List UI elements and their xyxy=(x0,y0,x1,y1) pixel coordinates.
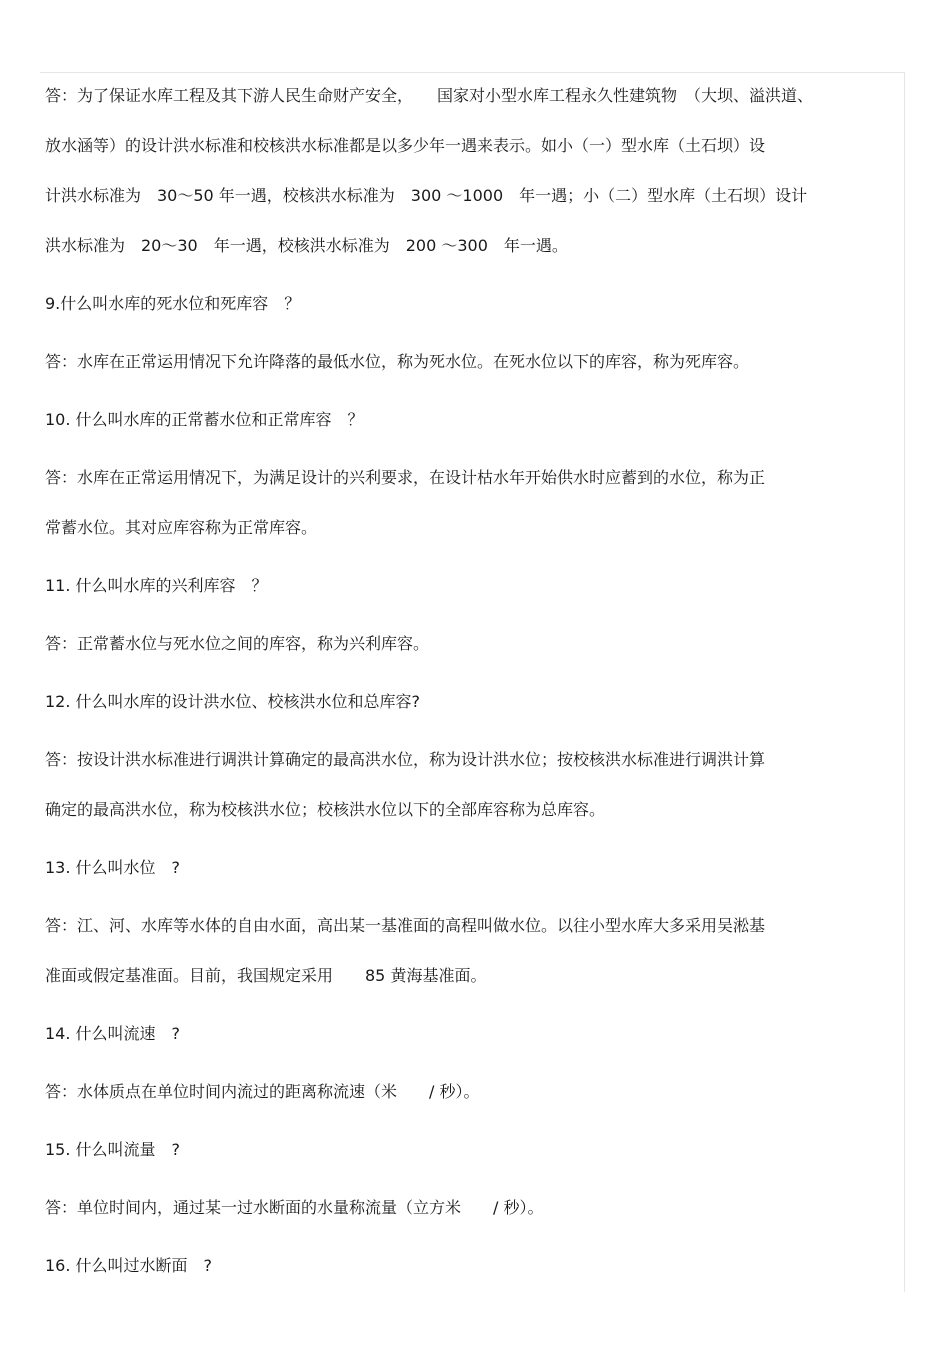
page-top-border xyxy=(40,72,904,73)
question-14: 14. 什么叫流速 ? xyxy=(45,1024,181,1043)
answer-line: 计洪水标准为 30～50 年一遇，校核洪水标准为 300 ～1000 年一遇；小（二）型水库（土石坝）设计 xyxy=(45,186,808,205)
answer-13-line-2: 准面或假定基准面。目前，我国规定采用 85 黄海基准面。 xyxy=(45,966,487,985)
question-11: 11. 什么叫水库的兴利库容 ？ xyxy=(45,576,268,595)
answer-line: 答：为了保证水库工程及其下游人民生命财产安全， 国家对小型水库工程永久性建筑物 （大坝、溢洪道、 xyxy=(45,86,814,105)
answer-11: 答：正常蓄水位与死水位之间的库容，称为兴利库容。 xyxy=(45,634,430,653)
answer-line: 洪水标准为 20～30 年一遇，校核洪水标准为 200 ～300 年一遇。 xyxy=(45,236,568,255)
question-9: 9.什么叫水库的死水位和死库容 ？ xyxy=(45,294,301,313)
document-body xyxy=(45,80,905,1308)
question-16: 16. 什么叫过水断面 ? xyxy=(45,1256,213,1275)
answer-14: 答：水体质点在单位时间内流过的距离称流速（米 / 秒）。 xyxy=(45,1082,480,1101)
answer-line: 放水涵等）的设计洪水标准和校核洪水标准都是以多少年一遇来表示。如小（一）型水库（土石坝）设 xyxy=(45,136,766,155)
question-13: 13. 什么叫水位 ? xyxy=(45,858,181,877)
answer-9: 答：水库在正常运用情况下允许降落的最低水位，称为死水位。在死水位以下的库容，称为死库容。 xyxy=(45,352,750,371)
answer-12-line-1: 答：按设计洪水标准进行调洪计算确定的最高洪水位，称为设计洪水位；按校核洪水标准进行调洪计算 xyxy=(45,750,766,769)
answer-10-line-2: 常蓄水位。其对应库容称为正常库容。 xyxy=(45,518,318,537)
question-15: 15. 什么叫流量 ? xyxy=(45,1140,181,1159)
question-12: 12. 什么叫水库的设计洪水位、校核洪水位和总库容? xyxy=(45,692,421,711)
answer-12-line-2: 确定的最高洪水位，称为校核洪水位；校核洪水位以下的全部库容称为总库容。 xyxy=(45,800,606,819)
answer-10-line-1: 答：水库在正常运用情况下，为满足设计的兴利要求，在设计枯水年开始供水时应蓄到的水位，称为正 xyxy=(45,468,766,487)
answer-15: 答：单位时间内，通过某一过水断面的水量称流量（立方米 / 秒）。 xyxy=(45,1198,544,1217)
answer-13-line-1: 答：江、河、水库等水体的自由水面，高出某一基准面的高程叫做水位。以往小型水库大多采用吴淞基 xyxy=(45,916,766,935)
question-10: 10. 什么叫水库的正常蓄水位和正常库容 ？ xyxy=(45,410,364,429)
